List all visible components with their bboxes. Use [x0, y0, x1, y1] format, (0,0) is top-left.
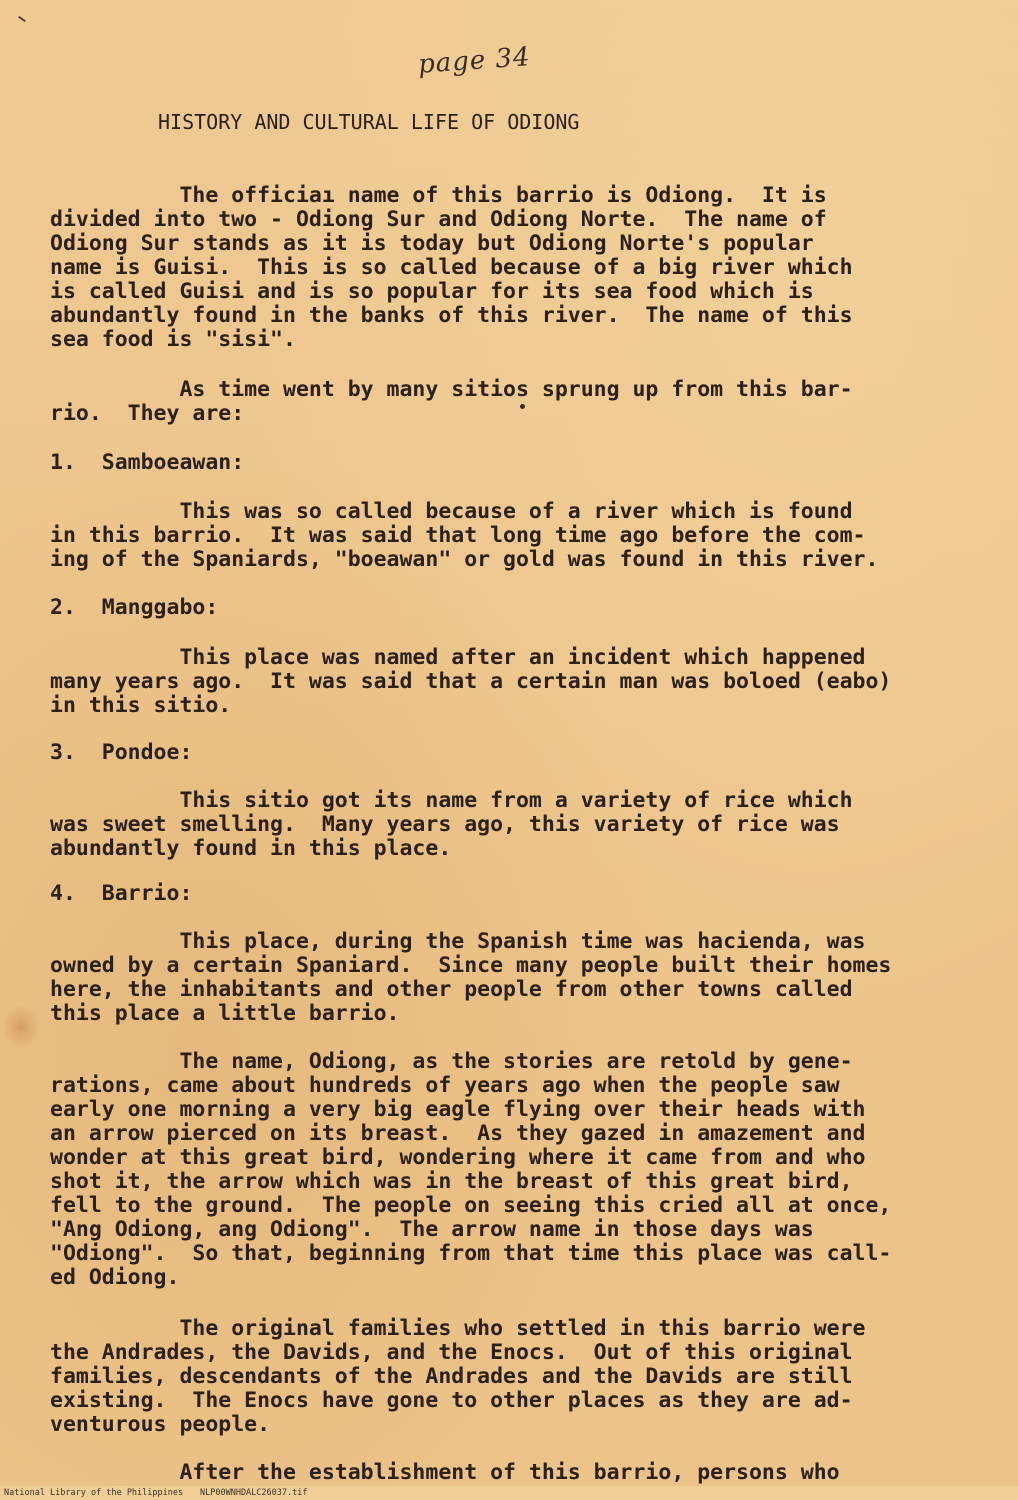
scan-footer: [0, 1486, 1018, 1500]
footer-library-label: National Library of the Philippines: [4, 1488, 184, 1498]
paragraph-sitios-intro: As time went by many sitios sprung up from this bar- rio. They are:: [50, 377, 853, 426]
handwritten-page-number: page 34: [417, 42, 532, 80]
scan-mark: [18, 16, 26, 22]
item-manggabo-heading: 2. Manggabo:: [50, 595, 219, 620]
ink-dot: [520, 404, 525, 409]
document-title: HISTORY AND CULTURAL LIFE OF ODIONG: [158, 110, 580, 134]
item-barrio-heading: 4. Barrio:: [50, 881, 193, 906]
paper-stain: [2, 1005, 40, 1049]
item-samboeawan-text: This was so called because of a river which is found in this barrio. It was said that long time ago before the com- ing of the Spaniards, "boeawan" or gold was found in this river.: [50, 499, 879, 572]
paragraph-official-name: The officiaı name of this barrio is Odiong. It is divided into two - Odiong Sur and Odiong Norte. The name of Odiong Sur stands as it is today but Odiong Norte's popular name is Guisi. This is so called because of a big river which is called Guisi and is so popular for its sea food which is abundantly found in the banks of this river. The name of this sea food is "sisi".: [50, 183, 853, 352]
item-pondoe-text: This sitio got its name from a variety of rice which was sweet smelling. Many years ago, this variety of rice was abundantly found in this place.: [50, 788, 853, 861]
item-pondoe-heading: 3. Pondoe:: [50, 740, 193, 765]
paragraph-original-families: The original families who settled in this barrio were the Andrades, the Davids, and the Enocs. Out of this original families, descendants of the Andrades and the Davids are still existing. The Enocs have gone to other places as they are ad- venturous people.: [50, 1316, 866, 1437]
item-manggabo-text: This place was named after an incident which happened many years ago. It was said that a certain man was boloed (eabo) in this sitio.: [50, 645, 892, 718]
item-samboeawan-heading: 1. Samboeawan:: [50, 450, 245, 475]
footer-file-label: NLP00WNHDALC26037.tif: [200, 1488, 308, 1498]
paragraph-establishment: After the establishment of this barrio, persons who: [50, 1460, 840, 1485]
paragraph-name-origin: The name, Odiong, as the stories are retold by gene- rations, came about hundreds of years ago when the people saw early one morning a very big eagle flying over their heads with an arrow pierced on its breast. As they gazed in amazement and wonder at this great bird, wondering where it came from and who shot it, the arrow which was in the breast of this great bird, fell to the ground. The people on seeing this cried all at once, "Ang Odiong, ang Odiong". The arrow name in those days was "Odiong". So that, beginning from that time this place was call- ed Odiong.: [50, 1049, 892, 1290]
item-barrio-text: This place, during the Spanish time was hacienda, was owned by a certain Spaniard. Since many people built their homes here, the inhabitants and other people from other towns called this place a little barrio.: [50, 929, 892, 1026]
